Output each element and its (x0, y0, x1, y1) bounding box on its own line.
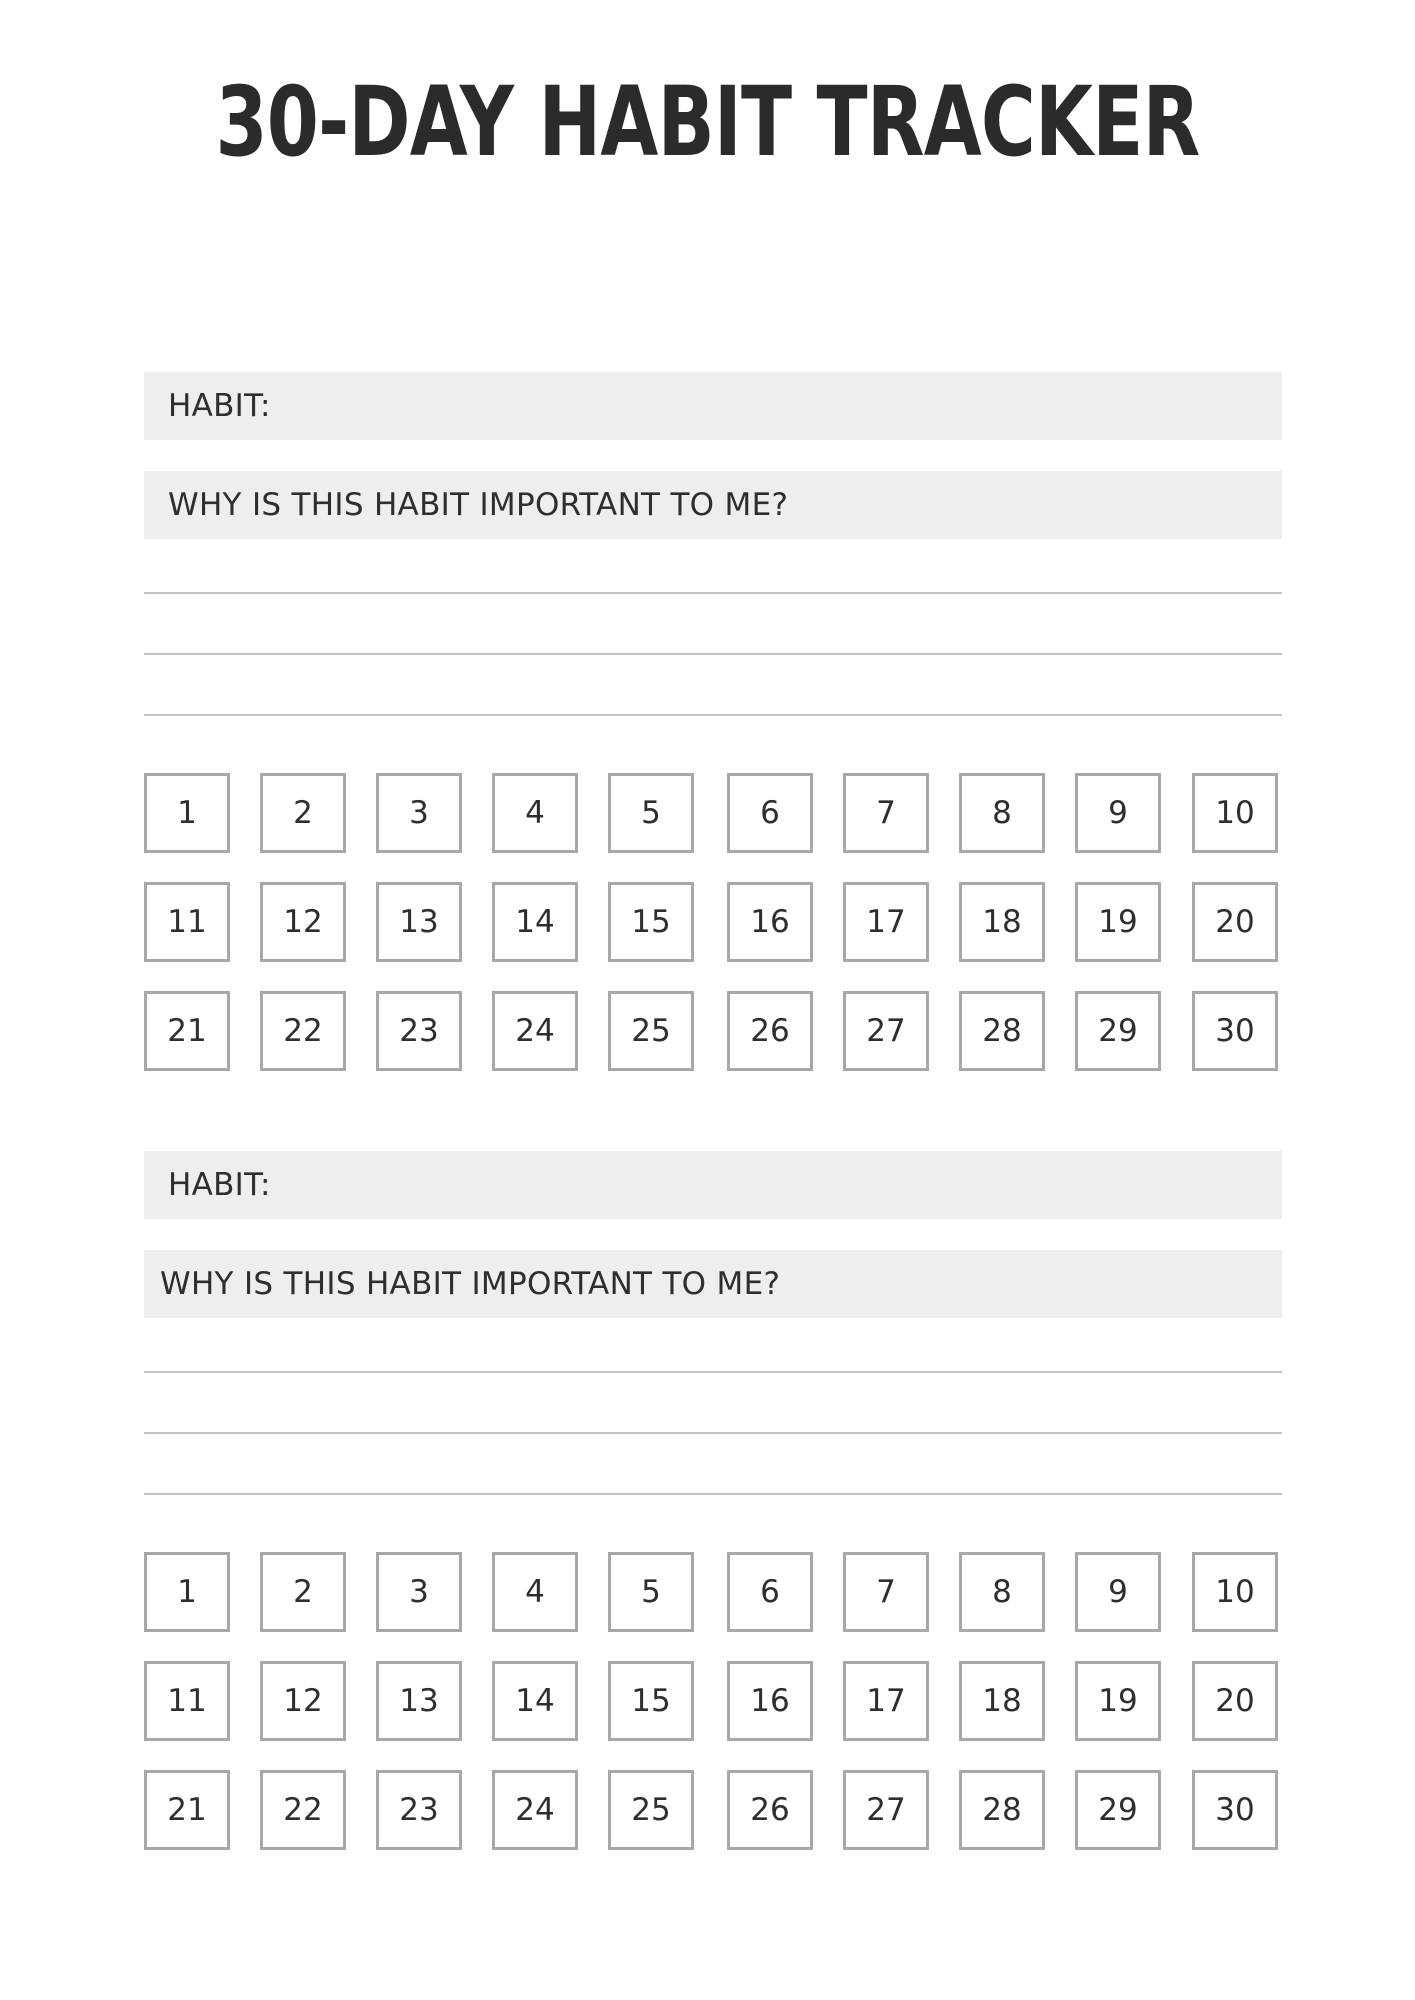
day-checkbox[interactable]: 1 (144, 773, 230, 853)
day-checkbox[interactable]: 16 (727, 1661, 813, 1741)
day-checkbox[interactable]: 8 (959, 773, 1045, 853)
day-checkbox[interactable]: 2 (260, 773, 346, 853)
day-checkbox[interactable]: 10 (1192, 1552, 1278, 1632)
day-checkbox[interactable]: 30 (1192, 1770, 1278, 1850)
day-checkbox[interactable]: 3 (376, 1552, 462, 1632)
day-checkbox[interactable]: 7 (843, 1552, 929, 1632)
day-checkbox[interactable]: 2 (260, 1552, 346, 1632)
day-checkbox[interactable]: 20 (1192, 1661, 1278, 1741)
day-checkbox[interactable]: 21 (144, 1770, 230, 1850)
day-checkbox[interactable]: 19 (1075, 882, 1161, 962)
day-checkbox[interactable]: 4 (492, 1552, 578, 1632)
day-checkbox[interactable]: 3 (376, 773, 462, 853)
day-checkbox[interactable]: 26 (727, 1770, 813, 1850)
day-checkbox[interactable]: 25 (608, 991, 694, 1071)
habit-field[interactable]: HABIT: (144, 1151, 1282, 1219)
day-checkbox[interactable]: 14 (492, 1661, 578, 1741)
writing-line[interactable] (144, 714, 1282, 716)
day-checkbox[interactable]: 12 (260, 1661, 346, 1741)
writing-line[interactable] (144, 592, 1282, 594)
day-checkbox[interactable]: 10 (1192, 773, 1278, 853)
day-checkbox[interactable]: 5 (608, 773, 694, 853)
habit-field[interactable]: HABIT: (144, 372, 1282, 440)
day-checkbox[interactable]: 7 (843, 773, 929, 853)
day-checkbox[interactable]: 11 (144, 882, 230, 962)
day-checkbox[interactable]: 16 (727, 882, 813, 962)
day-checkbox[interactable]: 11 (144, 1661, 230, 1741)
day-checkbox[interactable]: 1 (144, 1552, 230, 1632)
day-checkbox[interactable]: 20 (1192, 882, 1278, 962)
day-checkbox[interactable]: 8 (959, 1552, 1045, 1632)
writing-line[interactable] (144, 653, 1282, 655)
day-checkbox[interactable]: 12 (260, 882, 346, 962)
day-checkbox[interactable]: 27 (843, 991, 929, 1071)
day-checkbox[interactable]: 5 (608, 1552, 694, 1632)
writing-line[interactable] (144, 1493, 1282, 1495)
day-checkbox[interactable]: 15 (608, 882, 694, 962)
day-checkbox[interactable]: 23 (376, 1770, 462, 1850)
day-checkbox[interactable]: 13 (376, 882, 462, 962)
day-checkbox[interactable]: 22 (260, 1770, 346, 1850)
day-checkbox[interactable]: 24 (492, 991, 578, 1071)
writing-line[interactable] (144, 1371, 1282, 1373)
day-checkbox[interactable]: 9 (1075, 773, 1161, 853)
day-checkbox[interactable]: 19 (1075, 1661, 1161, 1741)
day-checkbox[interactable]: 6 (727, 773, 813, 853)
day-checkbox[interactable]: 14 (492, 882, 578, 962)
day-checkbox[interactable]: 27 (843, 1770, 929, 1850)
day-checkbox[interactable]: 29 (1075, 1770, 1161, 1850)
day-checkbox[interactable]: 18 (959, 882, 1045, 962)
day-checkbox[interactable]: 24 (492, 1770, 578, 1850)
day-checkbox[interactable]: 30 (1192, 991, 1278, 1071)
day-checkbox[interactable]: 28 (959, 991, 1045, 1071)
day-checkbox[interactable]: 6 (727, 1552, 813, 1632)
day-checkbox[interactable]: 15 (608, 1661, 694, 1741)
day-checkbox[interactable]: 23 (376, 991, 462, 1071)
day-checkbox[interactable]: 9 (1075, 1552, 1161, 1632)
day-checkbox[interactable]: 21 (144, 991, 230, 1071)
day-checkbox[interactable]: 17 (843, 1661, 929, 1741)
day-checkbox[interactable]: 29 (1075, 991, 1161, 1071)
why-important-field[interactable]: WHY IS THIS HABIT IMPORTANT TO ME? (144, 1250, 1282, 1318)
day-checkbox[interactable]: 17 (843, 882, 929, 962)
page-title: 30-DAY HABIT TRACKER (215, 66, 1200, 178)
day-checkbox[interactable]: 18 (959, 1661, 1045, 1741)
day-checkbox[interactable]: 13 (376, 1661, 462, 1741)
writing-line[interactable] (144, 1432, 1282, 1434)
day-checkbox[interactable]: 4 (492, 773, 578, 853)
day-checkbox[interactable]: 25 (608, 1770, 694, 1850)
day-checkbox[interactable]: 22 (260, 991, 346, 1071)
why-important-field[interactable]: WHY IS THIS HABIT IMPORTANT TO ME? (144, 471, 1282, 539)
day-checkbox[interactable]: 28 (959, 1770, 1045, 1850)
day-checkbox[interactable]: 26 (727, 991, 813, 1071)
